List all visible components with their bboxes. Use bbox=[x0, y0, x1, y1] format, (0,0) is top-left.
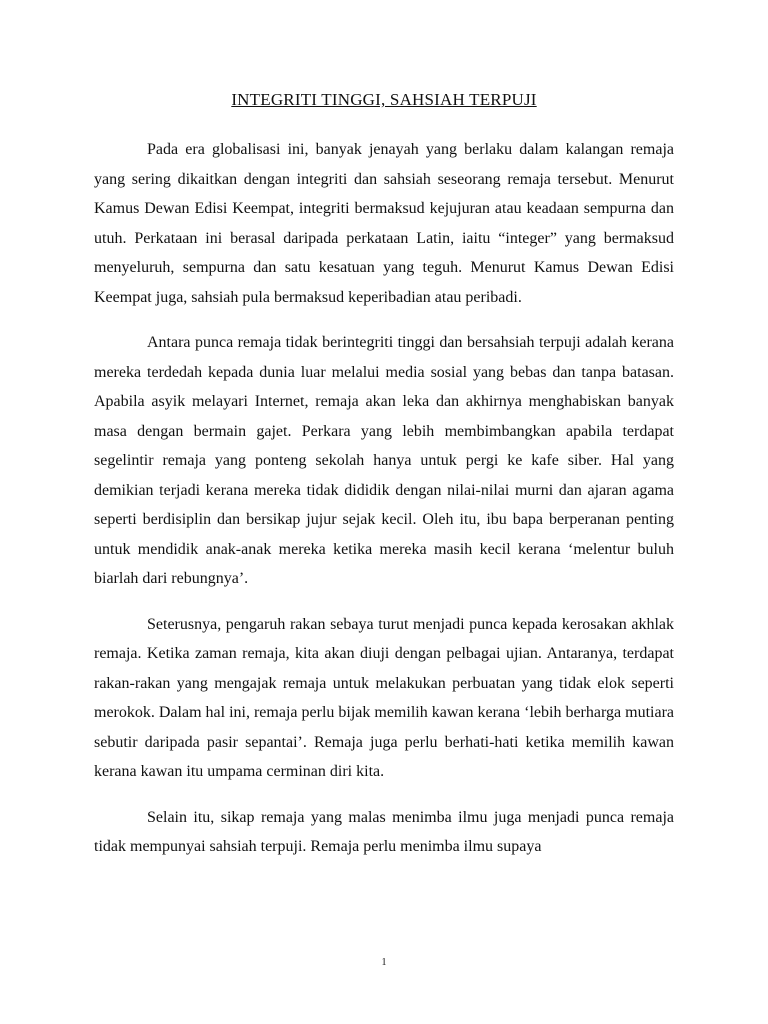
paragraph-1: Pada era globalisasi ini, banyak jenayah yang berlaku dalam kalangan remaja yang sering dikaitkan dengan integriti dan sahsiah seseorang remaja tersebut. Menurut Kamus Dewan Edisi Keempat, integriti bermaksud kejujuran atau keadaan sempurna dan utuh. Perkataan ini berasal daripada perkataan Latin, iaitu “integer” yang bermaksud menyeluruh, sempurna dan satu kesatuan yang teguh. Menurut Kamus Dewan Edisi Keempat juga, sahsiah pula bermaksud keperibadian atau peribadi. bbox=[94, 141, 674, 306]
paragraph-3: Seterusnya, pengaruh rakan sebaya turut menjadi punca kepada kerosakan akhlak remaja. Ketika zaman remaja, kita akan diuji dengan pelbagai ujian. Antaranya, terdapat rakan-rakan yang mengajak remaja untuk melakukan perbuatan yang tidak elok seperti merokok. Dalam hal ini, remaja perlu bijak memilih kawan kerana ‘lebih berharga mutiara sebutir daripada pasir sepantai’. Remaja juga perlu berhati-hati ketika memilih kawan kerana kawan itu umpama cerminan diri kita. bbox=[94, 615, 674, 780]
page-number: 1 bbox=[381, 957, 387, 968]
essay-body bbox=[94, 135, 674, 878]
paragraph-2: Antara punca remaja tidak berintegriti tinggi dan bersahsiah terpuji adalah kerana mereka terdedah kepada dunia luar melalui media sosial yang bebas dan tanpa batasan. Apabila asyik melayari Internet, remaja akan leka dan akhirnya menghabiskan banyak masa dengan bermain gajet. Perkara yang lebih membimbangkan apabila terdapat segelintir remaja yang ponteng sekolah hanya untuk pergi ke kafe siber. Hal yang demikian terjadi kerana mereka tidak dididik dengan nilai-nilai murni dan ajaran agama seperti berdisiplin dan bersikap jujur sejak kecil. Oleh itu, ibu bapa berperanan penting untuk mendidik anak-anak mereka ketika mereka masih kecil kerana ‘melentur buluh biarlah dari rebungnya’. bbox=[94, 334, 674, 587]
paragraph-4: Selain itu, sikap remaja yang malas menimba ilmu juga menjadi punca remaja tidak mempunyai sahsiah terpuji. Remaja perlu menimba ilmu supaya bbox=[94, 808, 674, 855]
page-title: INTEGRITI TINGGI, SAHSIAH TERPUJI bbox=[231, 90, 537, 109]
